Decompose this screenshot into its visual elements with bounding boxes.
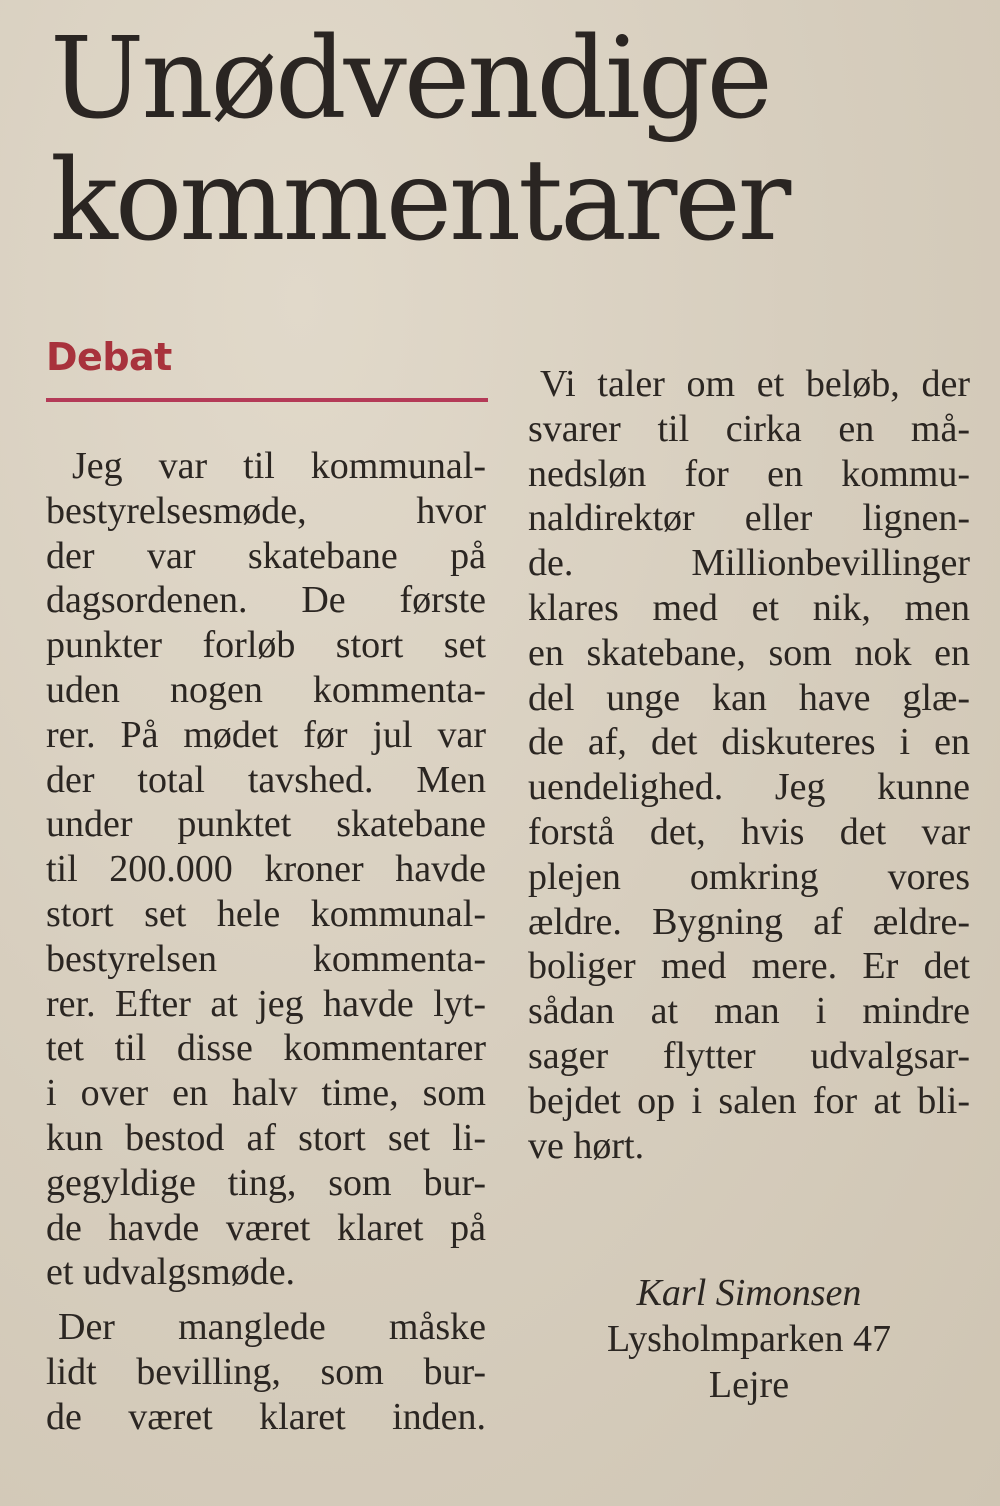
article-line: uden nogen kommenta- xyxy=(46,668,486,711)
article-line: de. Millionbevillinger xyxy=(528,542,970,585)
article-line: til 200.000 kroner havde xyxy=(46,848,486,891)
author-address: Lysholmparken 47 xyxy=(607,1318,891,1360)
headline-line-2: kommentarer xyxy=(50,136,789,266)
article-line: sager flytter udvalgsar- xyxy=(528,1034,970,1077)
article-line: Jeg var til kommunal- xyxy=(72,445,486,487)
article-line: rer. På mødet før jul var xyxy=(46,713,486,756)
article-line: klares med et nik, men xyxy=(528,586,970,629)
article-line: de af, det diskuteres i en xyxy=(528,721,970,764)
signature-block xyxy=(528,1270,970,1408)
article-line: under punktet skatebane xyxy=(46,803,486,846)
article-line: tet til disse kommentarer xyxy=(46,1027,486,1070)
section-divider xyxy=(46,398,488,402)
article-line: bestyrelsesmøde, hvor xyxy=(46,489,486,532)
article-line: gegyldige ting, som bur- xyxy=(46,1161,486,1204)
article-column-right xyxy=(528,362,970,1168)
article-line: de havde været klaret på xyxy=(46,1206,486,1249)
article-line: de været klaret inden. xyxy=(46,1395,486,1438)
article-line: et udvalgsmøde. xyxy=(46,1251,296,1294)
article-line: boliger med mere. Er det xyxy=(528,945,970,988)
headline-line-1: Unødvendige xyxy=(50,14,770,144)
article-line: nedsløn for en kommu- xyxy=(528,452,970,495)
article-line: del unge kan have glæ- xyxy=(528,676,970,719)
article-line: naldirektør eller lignen- xyxy=(528,497,970,540)
article-line: der var skatebane på xyxy=(46,534,486,577)
article-line: stort set hele kommunal- xyxy=(46,892,486,935)
article-line: sådan at man i mindre xyxy=(528,990,970,1033)
article-line: lidt bevilling, som bur- xyxy=(46,1350,486,1393)
article-column-left xyxy=(46,444,486,1440)
section-label: Debat xyxy=(46,335,172,379)
article-line: i over en halv time, som xyxy=(46,1072,486,1115)
article-line: Vi taler om et beløb, der xyxy=(540,363,970,405)
article-line: rer. Efter at jeg havde lyt- xyxy=(46,982,486,1025)
author-city: Lejre xyxy=(708,1364,790,1406)
article-line: plejen omkring vores xyxy=(528,855,970,898)
article-line: bejdet op i salen for at bli- xyxy=(528,1079,970,1122)
article-line: kun bestod af stort set li- xyxy=(46,1116,486,1159)
author-name: Karl Simonsen xyxy=(636,1272,862,1314)
article-line: ældre. Bygning af ældre- xyxy=(528,900,970,943)
headline xyxy=(50,14,980,266)
article-line: svarer til cirka en må- xyxy=(528,407,970,450)
article-line: Der manglede måske xyxy=(58,1306,486,1349)
article-line: ve hørt. xyxy=(528,1124,645,1167)
article-line: en skatebane, som nok en xyxy=(528,631,970,674)
article-line: uendelighed. Jeg kunne xyxy=(528,766,970,809)
article-line: punkter forløb stort set xyxy=(46,624,486,667)
paragraph-gap xyxy=(46,1295,486,1305)
article-line: der total tavshed. Men xyxy=(46,758,486,801)
article-line: bestyrelsen kommenta- xyxy=(46,937,486,980)
article-line: dagsordenen. De første xyxy=(46,579,486,622)
article-line: forstå det, hvis det var xyxy=(528,810,970,853)
